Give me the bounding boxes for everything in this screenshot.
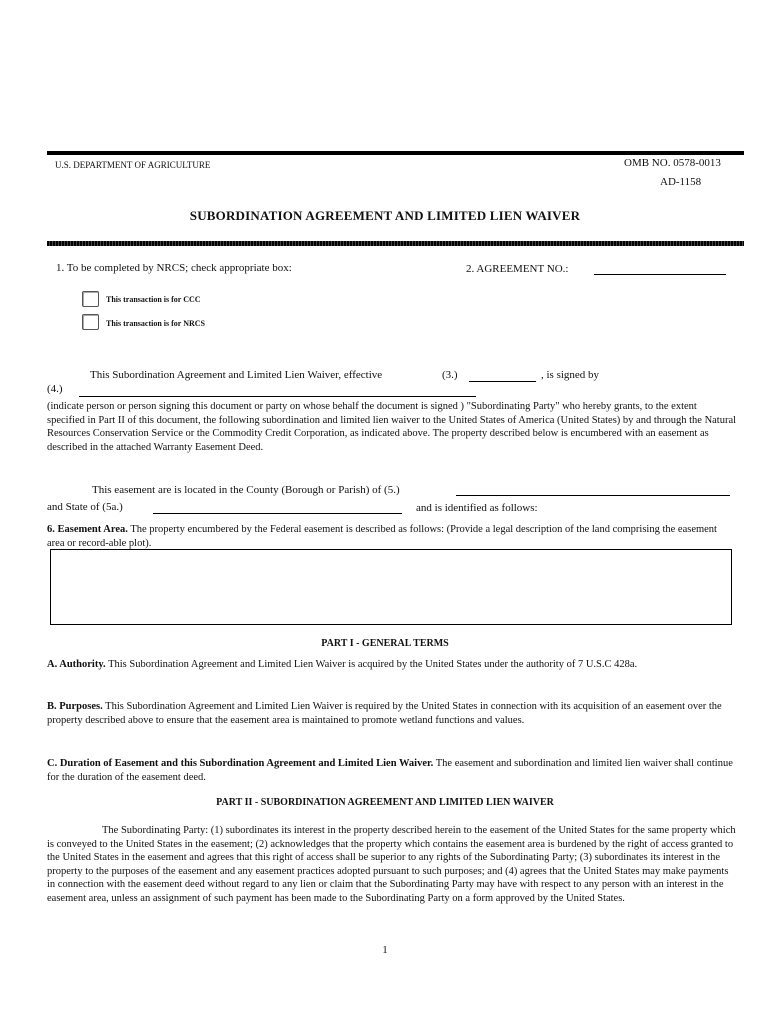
- duration-label: C. Duration of Easement and this Subordination Agreement and Limited Lien Waiver.: [47, 758, 434, 769]
- signed-by-text: , is signed by: [541, 369, 600, 381]
- item4-label: (4.): [47, 383, 63, 395]
- duration-text: The easement and subordination and limited lien waiver shall continue for the duration of the easement deed.: [47, 758, 733, 783]
- agreement-no-label: 2. AGREEMENT NO.:: [466, 263, 569, 275]
- part2-text: The Subordinating Party: (1) subordinates its interest in the property described herein to the easement of the United States for the same property which is conveyed to the United States in the easement; (2) acknowledges that the property which contains the easement area is burdened by the right of access granted to the United States in the easement and agrees that this right of access shall be superior to any rights of the Subordinating Party; (3) subordinates its interest in the property to the purposes of the easement and any easement practices adopted pursuant to such purposes; and (4) agrees that the United States may make payments in connection with the easement deed without regard to any lien or claim that the Subordinating Party may have with respect to any person with an interest in the easement area, unless an assignment of such payment has been made to the Subordinating Party on a form approved by the United States.: [47, 825, 736, 904]
- top-rule: [47, 151, 744, 155]
- state-field[interactable]: [153, 513, 402, 514]
- part1-heading: PART I - GENERAL TERMS: [321, 638, 449, 649]
- agency-name: U.S. DEPARTMENT OF AGRICULTURE: [55, 160, 211, 170]
- duration-paragraph: [47, 757, 737, 784]
- purposes-label: B. Purposes.: [47, 701, 103, 712]
- county-text: This easement are is located in the County (Borough or Parish) of (5.): [92, 484, 400, 496]
- nrcs-checkbox-label: This transaction is for NRCS: [106, 319, 205, 328]
- county-field[interactable]: [456, 495, 730, 496]
- state-text: and State of (5a.): [47, 501, 123, 513]
- part2-heading: PART II - SUBORDINATION AGREEMENT AND LIMITED LIEN WAIVER: [216, 797, 554, 808]
- purposes-text: This Subordination Agreement and Limited Lien Waiver is required by the United States in connection with its acquisition of an easement over the property described above to ensure that the easement area is maintained to promote wetland functions and values.: [47, 701, 722, 726]
- authority-paragraph: [47, 658, 737, 672]
- form-number: AD-1158: [660, 176, 702, 188]
- purposes-paragraph: [47, 700, 737, 727]
- easement-area-paragraph: [47, 523, 737, 550]
- nrcs-checkbox[interactable]: [82, 314, 99, 330]
- effective-date-field[interactable]: [469, 381, 536, 382]
- easement-area-label: 6. Easement Area.: [47, 524, 128, 535]
- ccc-checkbox[interactable]: [82, 291, 99, 307]
- page-number: 1: [382, 944, 388, 956]
- identified-text: and is identified as follows:: [416, 502, 538, 514]
- title-rule: [47, 241, 744, 246]
- subordinating-party-field[interactable]: [79, 396, 476, 397]
- item3-label: (3.): [442, 369, 458, 381]
- easement-description-input[interactable]: [50, 549, 732, 625]
- intro-body: (indicate person or person signing this document or party on whose behalf the document is signed ) "Subordinating Party" who hereby grants, to the extent specified in Part II of this document, the following subordination and limited lien waiver to the United States of America (United States) by and through the Natural Resources Conservation Service or the Commodity Credit Corporation, as indicated above. The property described below is encumbered with an easement as described in the attached Warranty Easement Deed.: [47, 401, 737, 453]
- ccc-checkbox-label: This transaction is for CCC: [106, 295, 201, 304]
- effective-text: This Subordination Agreement and Limited Lien Waiver, effective: [90, 369, 383, 381]
- omb-number: OMB NO. 0578-0013: [624, 157, 721, 169]
- agreement-no-field[interactable]: [594, 274, 726, 275]
- authority-text: This Subordination Agreement and Limited Lien Waiver is acquired by the United States under the authority of 7 U.S.C 428a.: [108, 659, 638, 670]
- section1-instruction: 1. To be completed by NRCS; check appropriate box:: [56, 262, 292, 274]
- authority-label: A. Authority.: [47, 659, 106, 670]
- easement-area-text: The property encumbered by the Federal easement is described as follows: (Provide a legal description of the land comprising the easement area or record-able plot).: [47, 524, 717, 549]
- form-title: SUBORDINATION AGREEMENT AND LIMITED LIEN WAIVER: [189, 208, 581, 223]
